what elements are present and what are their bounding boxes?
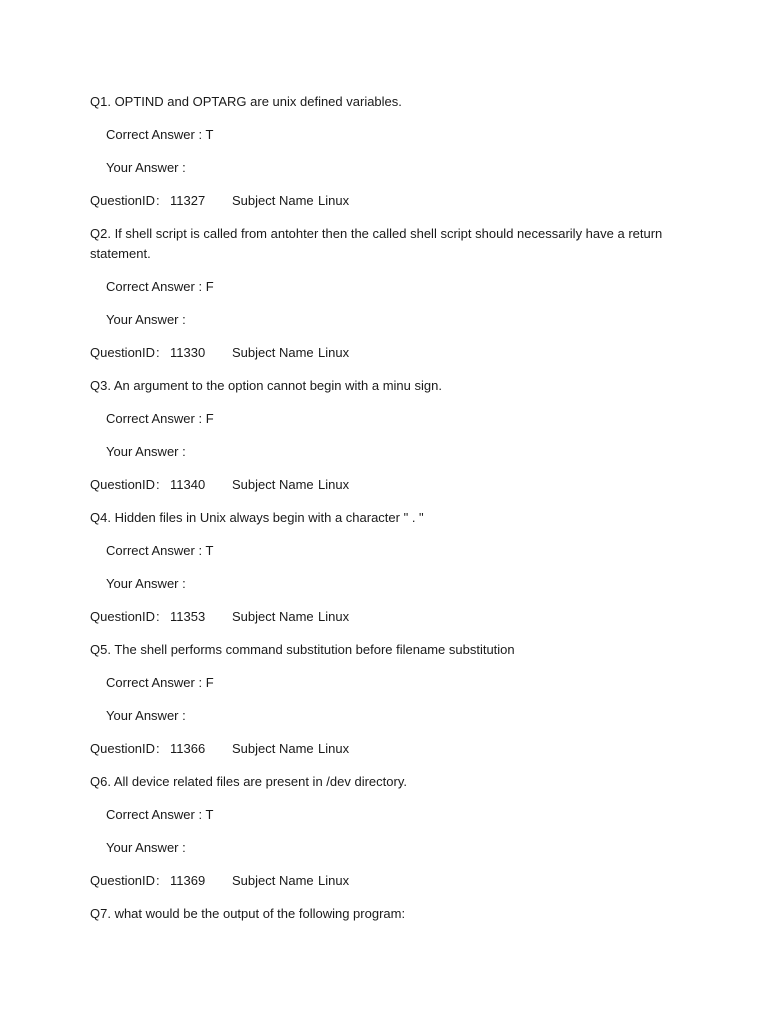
question-id-separator: : (156, 741, 160, 756)
correct-answer: Correct Answer : T (106, 127, 214, 142)
question-id-value: 11327 (170, 193, 206, 208)
question-text: Q7. what would be the output of the following program: (90, 906, 406, 921)
question-text: Q4. Hidden files in Unix always begin with a character " . " (90, 510, 424, 525)
question-block (90, 640, 670, 759)
question-block (90, 224, 670, 363)
correct-answer: Correct Answer : F (106, 411, 214, 426)
correct-answer: Correct Answer : F (106, 675, 214, 690)
question-id-label: QuestionID (90, 477, 156, 492)
question-block (90, 772, 670, 891)
question-text: Q5. The shell performs command substitution before filename substitution (90, 642, 515, 657)
subject-name-value: Linux (318, 477, 350, 492)
question-id-value: 11353 (170, 609, 206, 624)
question-meta (90, 475, 670, 495)
question-meta (90, 343, 670, 363)
question-meta (90, 871, 670, 891)
subject-name-value: Linux (318, 873, 350, 888)
question-id-separator: : (156, 193, 160, 208)
subject-name-label: Subject Name (232, 609, 314, 624)
your-answer: Your Answer : (106, 312, 186, 327)
question-id-value: 11369 (170, 873, 206, 888)
question-list (90, 92, 670, 937)
subject-name-value: Linux (318, 345, 350, 360)
question-id-label: QuestionID (90, 741, 156, 756)
correct-answer: Correct Answer : F (106, 279, 214, 294)
your-answer: Your Answer : (106, 160, 186, 175)
subject-name-value: Linux (318, 741, 350, 756)
question-text: Q1. OPTIND and OPTARG are unix defined variables. (90, 94, 402, 109)
subject-name-label: Subject Name (232, 345, 314, 360)
question-text: Q2. If shell script is called from antohter then the called shell script should necessarily have a return statement. (90, 226, 663, 261)
question-id-separator: : (156, 477, 160, 492)
subject-name-value: Linux (318, 193, 350, 208)
question-id-label: QuestionID (90, 345, 156, 360)
your-answer: Your Answer : (106, 444, 186, 459)
question-id-value: 11340 (170, 477, 206, 492)
subject-name-label: Subject Name (232, 873, 314, 888)
your-answer: Your Answer : (106, 840, 186, 855)
question-id-label: QuestionID (90, 873, 156, 888)
question-block (90, 904, 670, 924)
question-id-separator: : (156, 873, 160, 888)
question-text: Q3. An argument to the option cannot begin with a minu sign. (90, 378, 442, 393)
question-id-label: QuestionID (90, 609, 156, 624)
question-id-separator: : (156, 609, 160, 624)
your-answer: Your Answer : (106, 708, 186, 723)
question-block (90, 508, 670, 627)
your-answer: Your Answer : (106, 576, 186, 591)
subject-name-label: Subject Name (232, 741, 314, 756)
question-id-separator: : (156, 345, 160, 360)
question-id-value: 11330 (170, 345, 206, 360)
question-block (90, 92, 670, 211)
correct-answer: Correct Answer : T (106, 543, 214, 558)
subject-name-label: Subject Name (232, 477, 314, 492)
question-meta (90, 607, 670, 627)
correct-answer: Correct Answer : T (106, 807, 214, 822)
question-id-label: QuestionID (90, 193, 156, 208)
question-id-value: 11366 (170, 741, 206, 756)
question-meta (90, 191, 670, 211)
question-block (90, 376, 670, 495)
subject-name-label: Subject Name (232, 193, 314, 208)
question-text: Q6. All device related files are present in /dev directory. (90, 774, 407, 789)
question-meta (90, 739, 670, 759)
subject-name-value: Linux (318, 609, 350, 624)
